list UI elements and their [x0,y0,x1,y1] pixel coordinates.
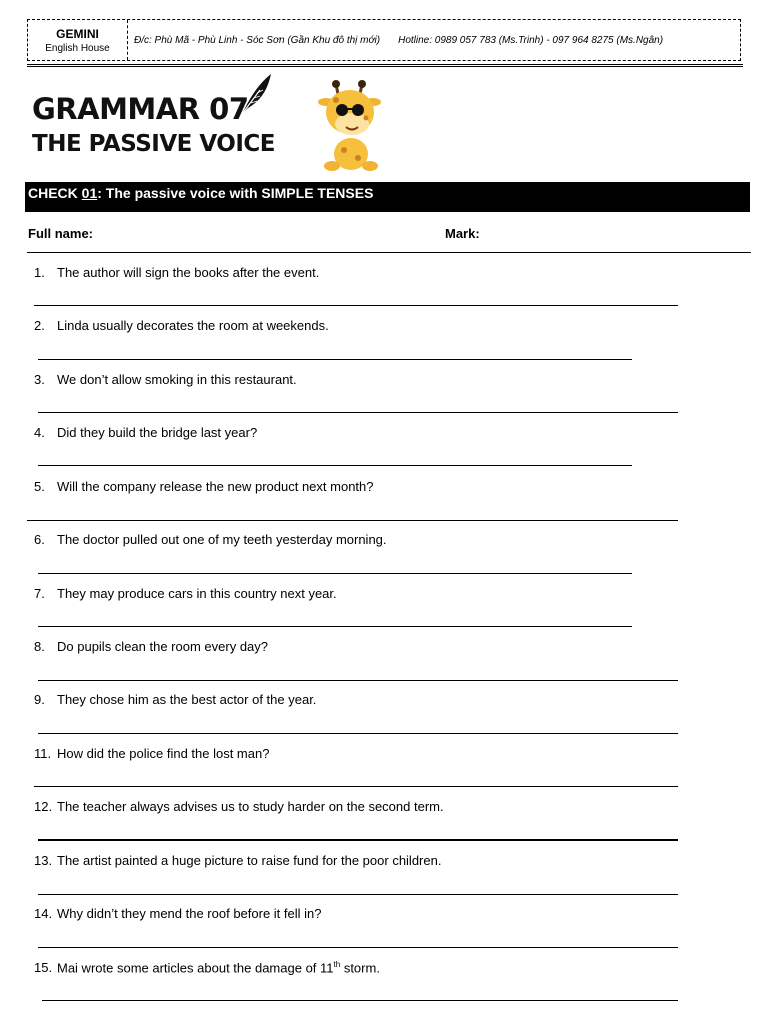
feather-icon [238,72,274,116]
question-text: The teacher always advises us to study harder on the second term. [57,799,444,814]
banner-number: 01 [81,185,98,201]
question-superscript: th [333,960,341,969]
question-2 [34,318,329,333]
question-number: 3. [34,372,45,387]
question-7 [34,586,337,601]
question-number: 12. [34,799,53,814]
answer-line-12[interactable] [38,839,678,841]
brand-block [28,20,128,60]
question-6 [34,532,387,547]
contact-info [128,20,740,60]
question-11 [34,746,269,761]
question-number: 4. [34,425,45,440]
banner-prefix: CHECK [28,185,82,201]
question-text: Did they build the bridge last year? [57,425,258,440]
answer-line-8[interactable] [38,680,678,681]
question-number: 7. [34,586,45,601]
question-text: Why didn’t they mend the roof before it fell in? [57,906,322,921]
answer-line-4[interactable] [38,465,632,466]
question-number: 9. [34,692,45,707]
question-14 [34,906,321,921]
question-text: Do pupils clean the room every day? [57,639,269,654]
header-divider [27,64,743,67]
question-number: 2. [34,318,45,333]
answer-line-6[interactable] [38,573,632,574]
answer-line-13[interactable] [38,894,678,895]
question-text: They may produce cars in this country next year. [57,586,337,601]
question-12 [34,799,444,814]
question-text-tail: storm. [340,960,380,976]
banner-title: : The passive voice with SIMPLE TENSES [97,185,374,201]
question-number: 15. [34,960,53,976]
answer-line-15[interactable] [42,1000,678,1001]
answer-line-1[interactable] [34,305,678,306]
question-number: 1. [34,265,45,280]
question-13 [34,853,441,868]
answer-line-14[interactable] [38,947,678,948]
question-number: 13. [34,853,53,868]
question-number: 6. [34,532,45,547]
giraffe-mascot-icon [316,80,386,172]
question-text: Mai wrote some articles about the damage of 11 [57,960,334,976]
question-text: The doctor pulled out one of my teeth yesterday morning. [57,532,387,547]
question-text: We don’t allow smoking in this restaurant. [57,372,297,387]
header-box [27,19,741,61]
question-number: 14. [34,906,53,921]
question-text: The author will sign the books after the event. [57,265,320,280]
question-number: 8. [34,639,45,654]
question-3 [34,372,297,387]
question-text: The artist painted a huge picture to raise fund for the poor children. [57,853,442,868]
answer-line-2[interactable] [38,359,632,360]
answer-line-3[interactable] [38,412,678,413]
page-title: GRAMMAR 07 [32,92,249,126]
question-text: Linda usually decorates the room at weekends. [57,318,329,333]
answer-line-7[interactable] [38,626,632,627]
question-number: 11. [34,746,52,761]
question-8 [34,639,268,654]
question-9 [34,692,316,707]
mark-label: Mark: [445,226,480,241]
answer-line-9[interactable] [38,733,678,734]
page-subtitle: THE PASSIVE VOICE [32,131,275,157]
section-banner [25,182,750,212]
answer-line-11[interactable] [34,786,678,787]
question-5 [34,479,374,494]
question-text: Will the company release the new product next month? [57,479,374,494]
name-mark-row [27,226,751,253]
question-1 [34,265,319,280]
question-text: They chose him as the best actor of the year. [57,692,317,707]
address-text: Đ/c: Phù Mã - Phù Linh - Sóc Sơn (Gần Khu đô thị mới) [134,34,381,46]
question-number: 5. [34,479,45,494]
question-4 [34,425,257,440]
question-text: How did the police find the lost man? [57,746,270,761]
brand-name: GEMINI [56,26,99,41]
hotline-text: Hotline: 0989 057 783 (Ms.Trinh) - 097 964 8275 (Ms.Ngân) [398,34,664,46]
brand-subtitle: English House [45,42,110,54]
full-name-label: Full name: [28,226,94,241]
question-15 [34,960,380,975]
answer-line-5[interactable] [27,520,678,521]
